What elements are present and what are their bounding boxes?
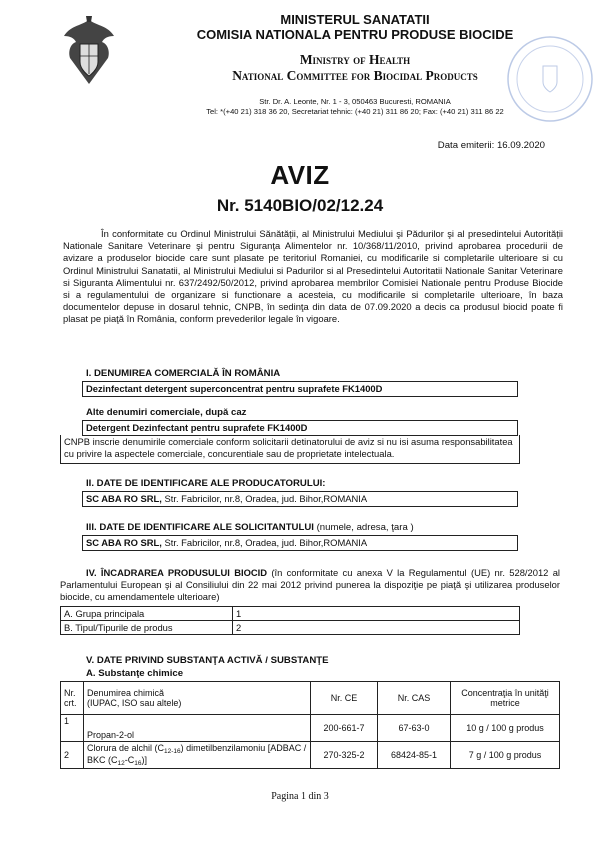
col-ce-header: Nr. CE — [311, 682, 378, 715]
section-4-heading: IV. ÎNCADRAREA PRODUSULUI BIOCID — [86, 567, 268, 578]
section-4-note: (în conformitate cu anexa V la Regulamentul (UE) nr. 528/2012 al Parlamentului European şi al Consiliului din 22 mai 2012 privind punerea la dispoziţie pe piaţă şi utilizarea produselor biocide, cu amendamentele ulterioare) — [60, 567, 560, 603]
substance-name-part: Clorura de alchil (C — [87, 743, 165, 753]
substance-name-part: )] — [141, 755, 147, 765]
applicant-box — [82, 535, 518, 551]
commission-name-ro: COMISIA NATIONALA PENTRU PRODUSE BIOCIDE — [196, 27, 514, 42]
group-value: 1 — [233, 607, 520, 621]
active-substances-table — [60, 681, 560, 769]
table-row — [61, 715, 560, 742]
biocide-classification-table — [60, 606, 520, 635]
col-concentration-header: Concentraţia în unităţi metrice — [451, 682, 560, 715]
product-type-value: 2 — [233, 621, 520, 635]
subscript: 12 — [117, 760, 125, 767]
row-nr: 1 — [61, 715, 84, 742]
issue-date: Data emiterii: 16.09.2020 — [437, 140, 545, 151]
producer-box — [82, 491, 518, 507]
official-stamp-icon — [505, 34, 595, 124]
alt-names-heading: Alte denumiri comerciale, după caz — [86, 407, 247, 418]
section-3-heading-line — [86, 522, 414, 533]
substance-concentration: 7 g / 100 g produs — [451, 742, 560, 769]
table-row — [61, 621, 520, 635]
cnpb-note: CNPB inscrie denumirile comerciale conform solicitarii detinatorului de aviz si nu isi asuma responsabilitatea cu privire la aspectele comerciale, concurentiale sau de proprietate intelectuala. — [60, 435, 520, 464]
address-line: Str. Dr. A. Leonte, Nr. 1 - 3, 050463 Bucuresti, ROMANIA — [259, 97, 451, 106]
intro-paragraph: În conformitate cu Ordinul Ministrului Sănătății, al Ministrului Mediului şi Pădurilor şi al presedintelui Autorității Nationale Sanitare Veterinare şi pentru Siguranţa Alimentelor nr. 10/368/11/2010, privind aprobarea procedurii de avizare a produselor biocide care sunt plasate pe teritoriul Romaniei, cu modificarile si completarile ulterioare si cu Ordinul Ministrului Sanatatii, al Ministrului Mediului si Padurilor si al Presedintelui Autoritatii Nationale Sanitar Veterinare si Siguranta Alimentului nr. 637/2492/50/2012, privind aprobarea membrilor Comisiei Nationale pentru Produse Biocide si a regulamentului de organizare si functionare a acesteia, cu modificarile si completarile ulterioare, în baza documentelor depuse in dosarul tehnic, CNPB, în sedinţa din data de 07.09.2020 a decis ca produsul biocid poate fi plasat pe piaţă în România, conform prevederilor legale în vigoare. — [63, 228, 563, 325]
subscript: 12-16 — [164, 748, 181, 755]
section-4-text — [60, 567, 560, 604]
producer-address: Str. Fabricilor, nr.8, Oradea, jud. Bihor,ROMANIA — [161, 493, 368, 504]
group-label: A. Grupa principala — [61, 607, 233, 621]
alt-name-box — [82, 420, 518, 436]
row-nr: 2 — [61, 742, 84, 769]
col-cas-header: Nr. CAS — [378, 682, 451, 715]
section-2-heading: II. DATE DE IDENTIFICARE ALE PRODUCATORULUI: — [86, 478, 326, 489]
romanian-coat-of-arms-icon — [60, 14, 118, 86]
substance-ce: 200-661-7 — [311, 715, 378, 742]
producer-company: SC ABA RO SRL, — [86, 493, 162, 504]
substance-ce: 270-325-2 — [311, 742, 378, 769]
section-3-heading: III. DATE DE IDENTIFICARE ALE SOLICITANTULUI — [86, 522, 314, 533]
section-5-heading: V. DATE PRIVIND SUBSTANŢA ACTIVĂ / SUBSTANŢE — [86, 655, 329, 666]
commercial-name-box — [82, 381, 518, 397]
col-name-header: Denumirea chimică (IUPAC, ISO sau altele) — [84, 682, 311, 715]
col-nr-header: Nr. crt. — [61, 682, 84, 715]
substance-name-part: -C — [124, 755, 135, 765]
product-type-label: B. Tipul/Tipurile de produs — [61, 621, 233, 635]
substance-concentration: 10 g / 100 g produs — [451, 715, 560, 742]
commission-name-en: National Committee for Biocidal Products — [232, 68, 478, 83]
applicant-address: Str. Fabricilor, nr.8, Oradea, jud. Bihor,ROMANIA — [161, 537, 368, 548]
subscript: 16 — [134, 760, 142, 767]
section-5-subheading: A. Substanţe chimice — [86, 668, 184, 679]
substance-name — [84, 742, 311, 769]
ministry-name-ro: MINISTERUL SANATATII — [280, 12, 430, 27]
page-footer: Pagina 1 din 3 — [271, 791, 329, 802]
applicant-company: SC ABA RO SRL, — [86, 537, 162, 548]
ministry-name-en: Ministry of Health — [299, 52, 411, 67]
substance-cas: 67-63-0 — [378, 715, 451, 742]
section-1-heading: I. DENUMIREA COMERCIALĂ ÎN ROMÂNIA — [86, 368, 281, 379]
table-row — [61, 607, 520, 621]
document-number: Nr. 5140BIO/02/12.24 — [216, 196, 384, 215]
substance-name: Propan-2-ol — [84, 715, 311, 742]
table-header-row — [61, 682, 560, 715]
commercial-name: Dezinfectant detergent superconcentrat pentru suprafete FK1400D — [86, 383, 383, 394]
document-title: AVIZ — [270, 160, 330, 190]
section-3-heading-note: (numele, adresa, ţara ) — [313, 522, 414, 533]
alt-name: Detergent Dezinfectant pentru suprafete FK1400D — [86, 422, 308, 433]
contact-line: Tel: *(+40 21) 318 36 20, Secretariat tehnic: (+40 21) 311 86 20; Fax: (+40 21) 311 86 22 — [206, 107, 504, 116]
substance-name-part: ) dimetilbenzilamoniu [ADBAC / BKC (C — [87, 743, 307, 765]
substance-cas: 68424-85-1 — [378, 742, 451, 769]
table-row — [61, 742, 560, 769]
